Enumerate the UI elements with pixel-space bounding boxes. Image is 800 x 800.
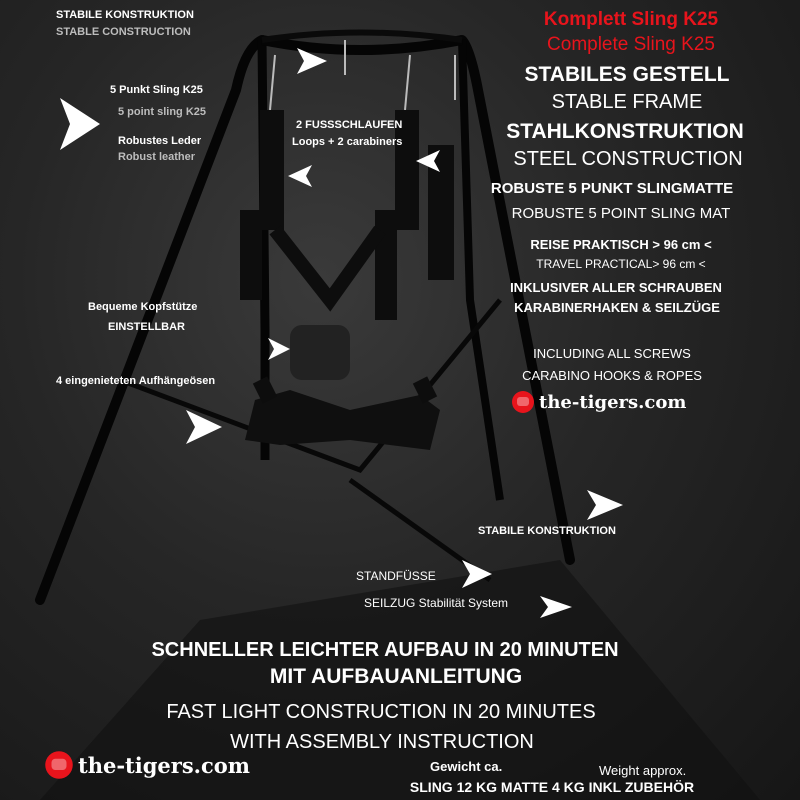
feature-steel-de: STAHLKONSTRUKTION <box>506 120 744 143</box>
includes-de-line1: INKLUSIVER ALLER SCHRAUBEN <box>510 280 722 295</box>
feature-steel-en: STEEL CONSTRUCTION <box>513 148 743 170</box>
weight-label-de: Gewicht ca. <box>430 759 503 774</box>
arrow-right-icon <box>297 48 327 74</box>
product-title-en: Complete Sling K25 <box>547 34 715 55</box>
footer-line3: FAST LIGHT CONSTRUCTION IN 20 MINUTES <box>166 701 596 723</box>
arrow-left-icon <box>288 165 312 187</box>
product-title-de: Komplett Sling K25 <box>543 9 719 30</box>
arrow-right-icon <box>186 410 222 444</box>
label-sling-de: 5 Punkt Sling K25 <box>110 84 203 96</box>
brand-logo-bottom[interactable] <box>44 750 250 780</box>
label-rope-system: SEILZUG Stabilität System <box>364 596 509 610</box>
label-foot-loops-de: 2 FUSSSCHLAUFEN <box>296 119 403 131</box>
includes-en-line1: INCLUDING ALL SCREWS <box>533 346 691 361</box>
weight-details: SLING 12 KG MATTE 4 KG INKL ZUBEHÖR <box>409 779 695 795</box>
footer-line2: MIT AUFBAUANLEITUNG <box>269 665 523 688</box>
includes-en-line2: CARABINO HOOKS & ROPES <box>522 368 702 383</box>
label-stable-construction-2: STABILE KONSTRUKTION <box>478 525 616 537</box>
footer-line1: SCHNELLER LEICHTER AUFBAU IN 20 MINUTEN <box>151 639 619 661</box>
feature-mat-en: ROBUSTE 5 POINT SLING MAT <box>511 205 731 222</box>
feature-frame-de: STABILES GESTELL <box>524 63 730 86</box>
label-leather-de: Robustes Leder <box>118 135 202 147</box>
arrow-right-icon <box>587 490 623 520</box>
tiger-fist-icon <box>511 390 535 414</box>
brand-name-bottom: the-tigers.com <box>78 752 250 778</box>
feature-frame-en: STABLE FRAME <box>551 91 703 113</box>
feature-mat-de: ROBUSTE 5 PUNKT SLINGMATTE <box>490 180 734 197</box>
arrow-left-icon <box>416 150 440 172</box>
arrow-right-icon <box>540 596 572 618</box>
label-foot-loops-en: Loops + 2 carabiners <box>292 136 403 148</box>
label-eyelets: 4 eingenieteten Aufhängeösen <box>56 375 216 387</box>
label-headrest-de: Bequeme Kopfstütze <box>88 301 198 313</box>
weight-label-en: Weight approx. <box>599 763 687 778</box>
brand-name-right: the-tigers.com <box>539 391 687 413</box>
label-leather-en: Robust leather <box>118 151 196 163</box>
tiger-fist-icon <box>44 750 74 780</box>
label-stable-construction-en: STABLE CONSTRUCTION <box>56 26 191 38</box>
arrow-right-icon <box>268 338 290 360</box>
footer-line4: WITH ASSEMBLY INSTRUCTION <box>230 731 534 753</box>
label-sling-en: 5 point sling K25 <box>118 106 207 118</box>
feature-travel-de: REISE PRAKTISCH > 96 cm < <box>530 237 712 252</box>
label-feet: STANDFÜSSE <box>356 569 436 583</box>
label-headrest-adjustable: EINSTELLBAR <box>108 321 185 333</box>
label-stable-construction-de: STABILE KONSTRUKTION <box>56 9 194 21</box>
arrow-right-icon <box>60 98 100 150</box>
arrow-right-icon <box>462 560 492 588</box>
includes-de-line2: KARABINERHAKEN & SEILZÜGE <box>514 300 720 315</box>
feature-travel-en: TRAVEL PRACTICAL> 96 cm < <box>536 257 706 271</box>
brand-logo-right[interactable] <box>511 390 686 414</box>
